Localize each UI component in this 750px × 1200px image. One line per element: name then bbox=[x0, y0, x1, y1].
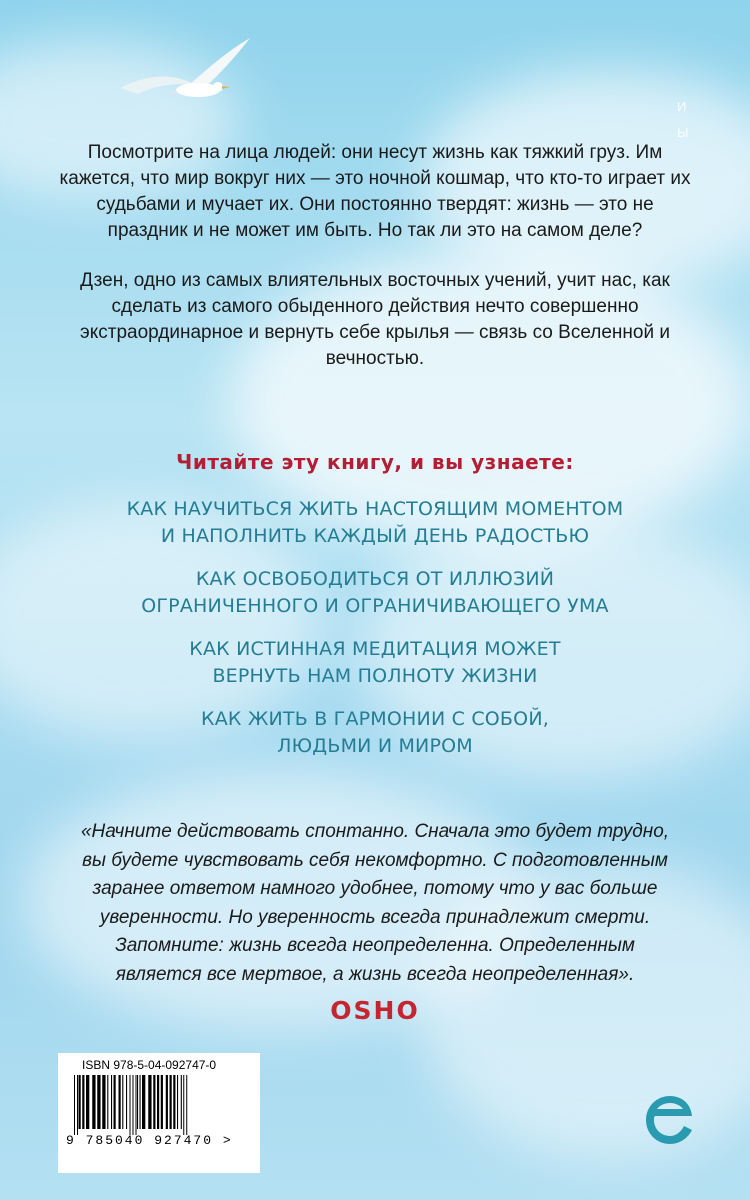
quote-line: уверенности. Но уверенность всегда принадлежит смерти. bbox=[99, 906, 651, 928]
barcode-digits: 9 785040 927470 > bbox=[66, 1133, 233, 1148]
spine-letter: Ы bbox=[677, 125, 689, 140]
learn-item bbox=[55, 566, 695, 620]
quote-line: заранее ответом намного удобнее, потому что у вас больше bbox=[92, 878, 658, 899]
learn-item-line: КАК ОСВОБОДИТЬСЯ ОТ ИЛЛЮЗИЙ bbox=[195, 568, 555, 590]
learn-item-line: КАК ЖИТЬ В ГАРМОНИИ С СОБОЙ, bbox=[201, 708, 549, 730]
intro-paragraph: Дзен, одно из самых влиятельных восточных учений, учит нас, как сделать из самого обыденного действия нечто совершенно экстраординарное и вернуть себе крылья — связь со Вселенной и вечностью. bbox=[80, 270, 670, 369]
isbn-number: ISBN 978-5-04-092747-0 bbox=[82, 1058, 217, 1072]
spine-letters bbox=[677, 94, 689, 146]
learn-heading: Читайте эту книгу, и вы узнаете: bbox=[176, 450, 574, 474]
spine-letter: И bbox=[677, 99, 687, 114]
learn-item-line: КАК ИСТИННАЯ МЕДИТАЦИЯ МОЖЕТ bbox=[189, 638, 561, 660]
learn-item bbox=[55, 706, 695, 760]
quote-line: является все мертвое, а жизнь всегда неопределенная». bbox=[115, 963, 635, 985]
eksmo-logo-icon bbox=[640, 1090, 700, 1150]
learn-item-line: ЛЮДЬМИ И МИРОМ bbox=[277, 735, 473, 757]
intro-text bbox=[55, 140, 695, 396]
learn-item bbox=[55, 496, 695, 550]
learn-item-line: И НАПОЛНИТЬ КАЖДЫЙ ДЕНЬ РАДОСТЬЮ bbox=[160, 525, 590, 547]
author-name: OSHO bbox=[330, 996, 420, 1025]
quote-line: Запомните: жизнь всегда неопределенна. Определенным bbox=[115, 935, 635, 956]
quote-line: «Начните действовать спонтанно. Сначала это будет трудно, bbox=[80, 821, 670, 842]
learn-item bbox=[55, 636, 695, 690]
intro-paragraph: Посмотрите на лица людей: они несут жизнь как тяжкий груз. Им кажется, что мир вокруг них — это ночной кошмар, что кто-то играет их судьбами и мучает их. Они постоянно твердят: жизнь — это не праздник и не может им быть. Но так ли это на самом деле? bbox=[59, 142, 691, 241]
learn-item-line: ВЕРНУТЬ НАМ ПОЛНОТУ ЖИЗНИ bbox=[212, 665, 538, 687]
isbn-barcode bbox=[58, 1053, 260, 1173]
quote-block bbox=[30, 818, 720, 989]
quote-line: вы будете чувствовать себя некомфортно. С подготовленным bbox=[82, 849, 668, 871]
learn-item-line: КАК НАУЧИТЬСЯ ЖИТЬ НАСТОЯЩИМ МОМЕНТОМ bbox=[126, 498, 624, 520]
learn-item-line: ОГРАНИЧЕННОГО И ОГРАНИЧИВАЮЩЕГО УМА bbox=[141, 595, 609, 617]
learn-list bbox=[55, 496, 695, 776]
seagull-icon bbox=[118, 30, 258, 110]
barcode-bars bbox=[72, 1075, 248, 1135]
